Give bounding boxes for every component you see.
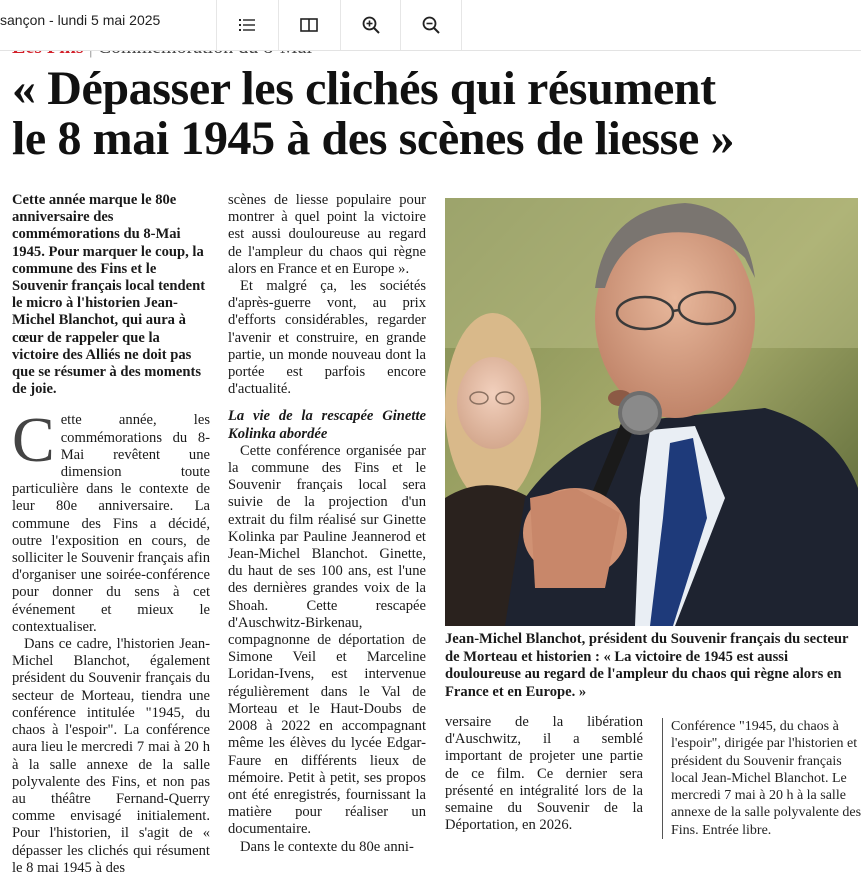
article-column-2 (228, 192, 426, 856)
section-subhead: La vie de la rescapée Ginette Kolinka abordée (228, 408, 426, 442)
zoom-in-icon (362, 16, 380, 34)
headline-line-1: « Dépasser les clichés qui résument (12, 62, 716, 115)
dropcap-letter: C (12, 404, 55, 476)
headline-line-2: le 8 mai 1945 à des scènes de liesse » (12, 112, 735, 165)
zoom-out-button[interactable] (400, 0, 462, 50)
article-column-1 (12, 192, 210, 877)
paragraph-5: Cette conférence organisée par la commune des Fins et le Souvenir français local sera suivie de la projection d'un extrait du film réalisé sur Ginette Kolinka par Pauline Jeannerod et Jean-Michel Blanchot. Ginette, du haut de ses 100 ans, est l'une des dernières grandes voix de la Shoah. Cette rescapée d'Auschwitz-Birkenau, compagnonne de déportation de Simone Veil et Marceline Loridan-Ivens, est intervenue régulièrement dans le Val de Morteau et le Haut-Doubs de 2008 à 2022 en accompagnant même les élèves du lycée Edgar-Faure en différents lieux de mémoire. Petit à petit, ses propos ont été enregistrés, fournissant la matière pour réaliser un documentaire. (228, 442, 426, 838)
paragraph-intro-text: ette année, les commémorations du 8-Mai revêtent une dimension toute particulière dans le contexte de leur 80e anniversaire. La commune des Fins a décidé, outre l'exposition en cours, de solliciter le Souvenir français afin d'organiser une soirée-conférence pour donner du sens à cet événement et mieux le contextualiser. (12, 412, 210, 635)
paragraph-4: Et malgré ça, les sociétés d'après-guerre vont, au prix d'efforts considérables, regarder l'avenir et construire, en grande partie, un monde nouveau dont la portée est parfois encore d'actualité. (228, 278, 426, 398)
paragraph-intro (12, 404, 210, 636)
paragraph-6: Dans le contexte du 80e anni- (240, 838, 414, 855)
zoom-in-button[interactable] (340, 0, 401, 50)
paragraph-2: Dans ce cadre, l'historien Jean-Michel Blanchot, également président du Souvenir français du secteur de Morteau, tiendra une conférence intitulée "1945, du chaos à l'espoir". La conférence aura lieu le mercredi 7 mai à 20 h à la salle annexe de la salle polyvalente des Fins, et non pas au théâtre Fernand-Querry comme envisagé initialement. Pour l'historien, il s'agit de « dépasser les clichés qui résument le 8 mai 1945 à des (12, 636, 210, 876)
article-photo (445, 198, 858, 626)
two-page-icon (300, 18, 318, 32)
viewer-toolbar (0, 0, 861, 51)
list-icon (239, 18, 255, 32)
edition-date: sançon - lundi 5 mai 2025 (0, 12, 161, 28)
zoom-out-icon (422, 16, 440, 34)
paragraph-3: scènes de liesse populaire pour montrer à quel point la victoire est aussi douloureuse au regard de l'ampleur du chaos qui règne alors en France et en Europe ». (228, 192, 426, 277)
article-headline (12, 64, 734, 164)
two-page-view-button[interactable] (278, 0, 339, 50)
photo-caption: Jean-Michel Blanchot, président du Souvenir français du secteur de Morteau et historien : « La victoire de 1945 est aussi douloureuse au regard de l'ampleur du chaos qui règne alors en France et en Europe. » (445, 631, 849, 700)
table-of-contents-button[interactable] (216, 0, 277, 50)
paragraph-7: versaire de la libération d'Auschwitz, il a semblé important de projeter une partie de ce film. Ce dernier sera présenté en intégralité lors de la semaine du Souvenir de la Déportation, en 2026. (445, 714, 643, 834)
event-info-box: Conférence "1945, du chaos à l'espoir", dirigée par l'historien et président du Souvenir français local Jean-Michel Blanchot. Le mercredi 7 mai à 20 h à la salle annexe de la salle polyvalente des Fins. Entrée libre. (662, 718, 861, 839)
article-chapo: Cette année marque le 80e anniversaire des commémorations du 8-Mai 1945. Pour marquer le coup, la commune des Fins et le Souvenir français local tendent le micro à l'historien Jean-Michel Blanchot, qui aura à cœur de rappeler que la victoire des Alliés ne doit pas que se résumer à des moments de joie. (12, 192, 206, 398)
speaker-photo-illustration (445, 198, 858, 626)
article-column-3 (445, 714, 643, 834)
